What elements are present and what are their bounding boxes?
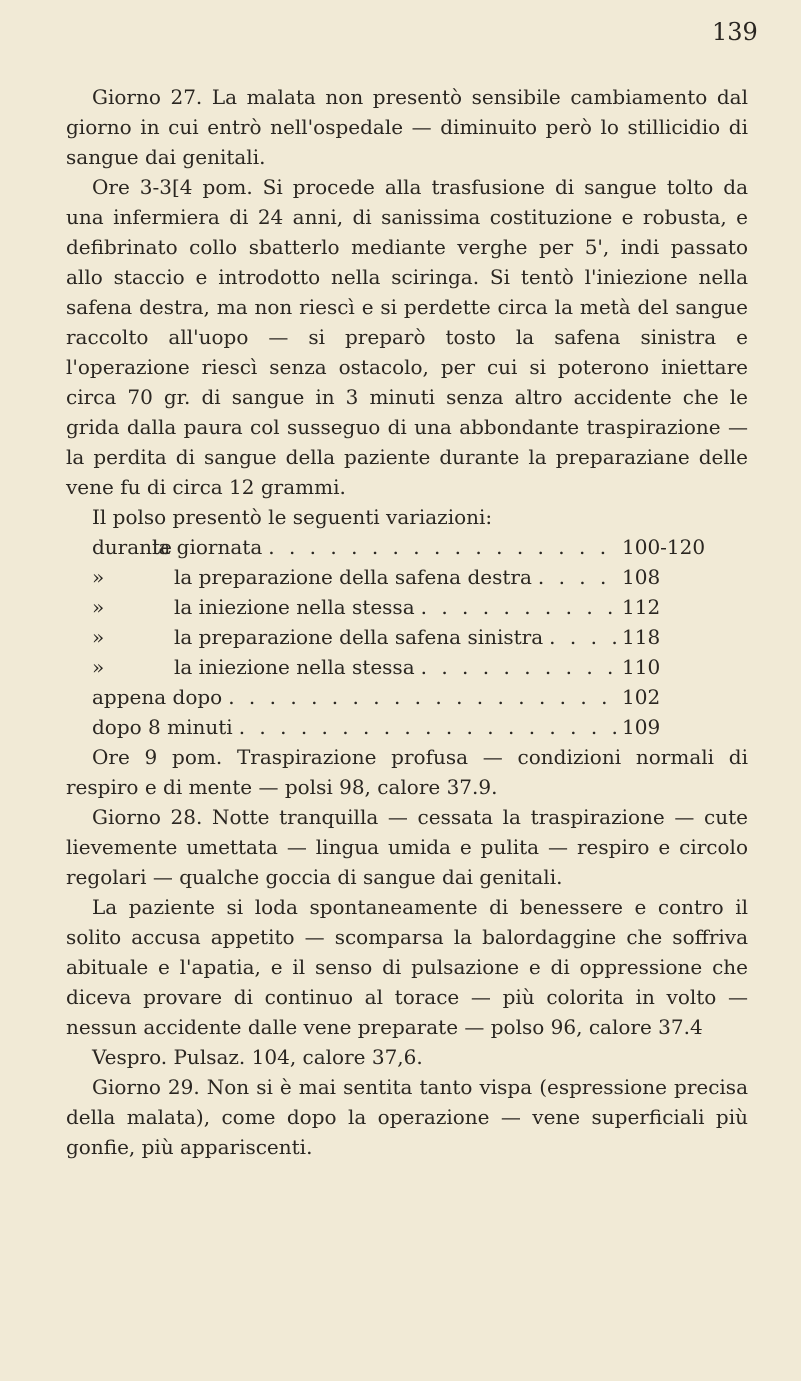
row-value: 112 — [622, 595, 661, 619]
row-label: appena dopo — [92, 685, 223, 709]
paragraph: Ore 3-3[4 pom. Si procede alla trasfusione di sangue tolto da una infermiera di 24 anni, di sanissima costituzione e robusta, e defibrinato collo sbatterlo mediante verghe per 5', indi passato allo staccio e introdotto nella sciringa. Si tentò l'iniezione nella safena destra, ma non riescì e si perdette circa la metà del sangue raccolto all'uopo — si preparò tosto la safena sinistra e l'operazione riescì senza ostacolo, per cui si poterono iniettare circa 70 gr. di sangue in 3 minuti senza altro accidente che le grida dalla paura col susseguo di una abbondante traspirazione — la perdita di sangue della paziente durante la preparaziane delle vene fu di circa 12 grammi. — [66, 175, 748, 499]
leader-dots — [549, 622, 616, 652]
row-value: 100-120 — [622, 535, 706, 559]
leader-dots — [228, 682, 616, 712]
leader-dots — [268, 532, 616, 562]
row-label: la preparazione della safena destra — [174, 565, 532, 589]
row-prefix: » — [92, 625, 105, 649]
table-row — [92, 682, 712, 712]
table-row — [92, 592, 712, 622]
row-prefix: durante — [92, 535, 172, 559]
table-row — [92, 622, 712, 652]
paragraph: Il polso presentò le seguenti variazioni: — [92, 505, 493, 529]
row-prefix: » — [92, 595, 105, 619]
paragraph: Ore 9 pom. Traspirazione profusa — condizioni normali di respiro e di mente — polsi 98, calore 37.9. — [66, 745, 748, 799]
row-value: 108 — [622, 565, 661, 589]
row-label: la iniezione nella stessa — [174, 595, 415, 619]
paragraph: La paziente si loda spontaneamente di benessere e contro il solito accusa appetito — scomparsa la balordaggine che soffriva abituale e l'apatia, e il senso di pulsazione e di oppressione che diceva provare di continuo al torace — più colorita in volto — nessun accidente dalle vene preparate — polso 96, calore 37.4 — [66, 895, 748, 1039]
row-value: 110 — [622, 655, 661, 679]
paragraph: Giorno 27. La malata non presentò sensibile cambiamento dal giorno in cui entrò nell'ospedale — diminuito però lo stillicidio di sangue dai genitali. — [66, 85, 748, 169]
table-row — [92, 712, 712, 742]
paragraph: Giorno 28. Notte tranquilla — cessata la traspirazione — cute lievemente umettata — lingua umida e pulita — respiro e circolo regolari — qualche goccia di sangue dai genitali. — [66, 805, 748, 889]
table-row — [92, 532, 712, 562]
row-label: la preparazione della safena sinistra — [174, 625, 544, 649]
leader-dots — [421, 652, 616, 682]
row-prefix: » — [92, 565, 105, 589]
paragraph: Vespro. Pulsaz. 104, calore 37,6. — [92, 1045, 423, 1069]
row-label: la giornata — [152, 535, 263, 559]
paragraph: Giorno 29. Non si è mai sentita tanto vispa (espressione precisa della malata), come dopo la operazione — vene superficiali più gonfie, più appariscenti. — [66, 1075, 748, 1159]
text-body — [66, 82, 748, 1162]
row-label: dopo 8 minuti — [92, 715, 233, 739]
row-prefix: » — [92, 655, 105, 679]
row-label: la iniezione nella stessa — [174, 655, 415, 679]
row-value: 109 — [622, 715, 661, 739]
row-value: 102 — [622, 685, 661, 709]
table-row — [92, 562, 712, 592]
table-row — [92, 652, 712, 682]
page-number: 139 — [712, 18, 758, 46]
leader-dots — [239, 712, 616, 742]
leader-dots — [421, 592, 616, 622]
row-value: 118 — [622, 625, 661, 649]
leader-dots — [538, 562, 616, 592]
pulse-table — [66, 532, 712, 742]
